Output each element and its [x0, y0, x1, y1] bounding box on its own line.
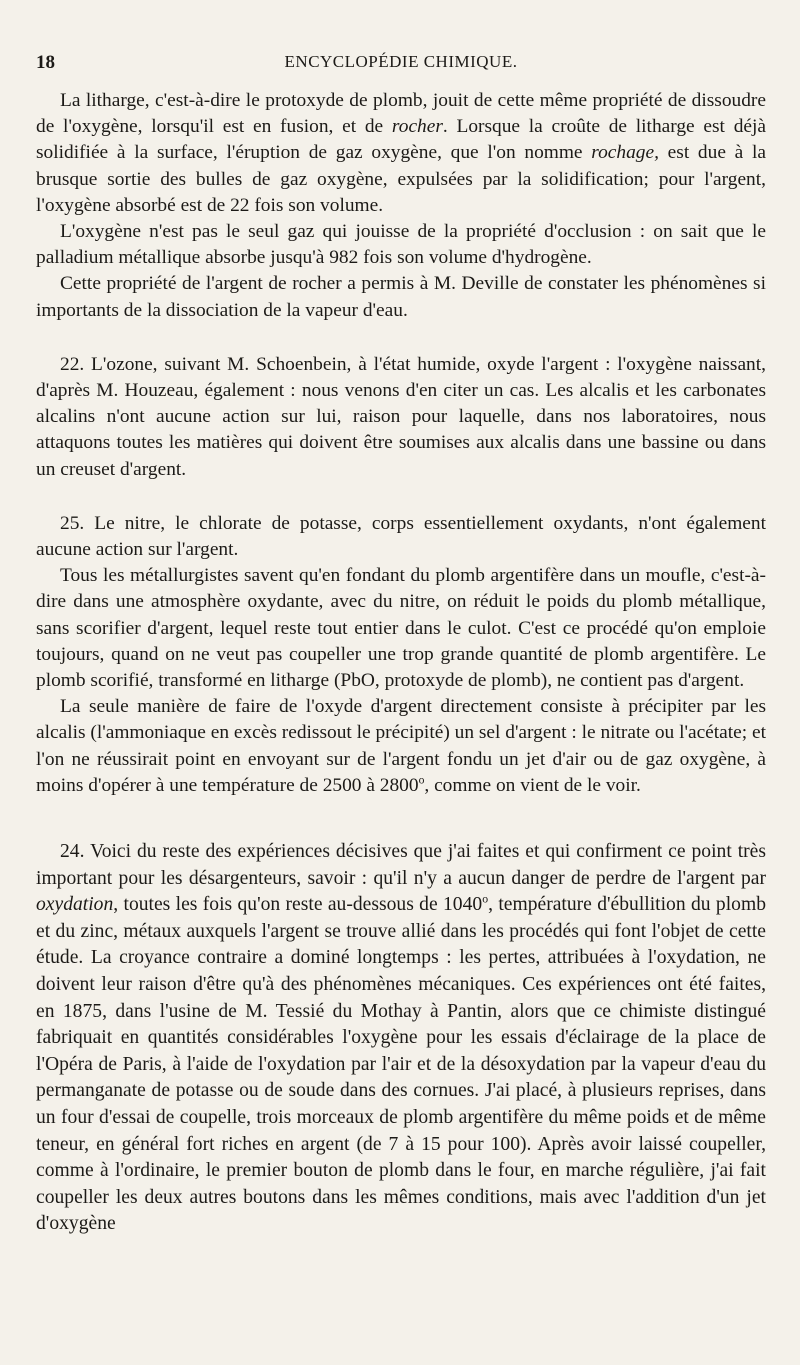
paragraph-24 — [36, 839, 766, 1238]
page-header — [36, 52, 766, 78]
text-run: , toutes les fois qu'on reste au-dessous de 1040 — [113, 894, 483, 916]
degree-mark: o — [482, 892, 489, 906]
text-run: . Lorsque la croûte de litharge est déjà solidifiée à la surface, l'éruption de gaz oxygène, que l'on nomme — [36, 116, 766, 164]
italic-term: oxydation — [36, 894, 114, 916]
paragraph-occlusion: L'oxygène n'est pas le seul gaz qui jouisse de la propriété d'occlusion : on sait que le palladium métallique absorbe jusqu'à 982 fois son volume d'hydrogène. — [36, 221, 766, 269]
text-run: est due à la brusque sortie des bulles de gaz oxygène, expulsées par la solidification; pour l'argent, l'oxygène absorbé est de 22 fois son volume. — [36, 142, 766, 216]
text-run: La litharge, c'est-à-dire le protoxyde de plomb, jouit de cette même propriété de dissoudre de l'oxygène, lorsqu'il est en fusion, et de — [36, 90, 766, 138]
paragraph-23: 25. Le nitre, le chlorate de potasse, corps essentiellement oxydants, n'ont également aucune action sur l'argent. — [36, 512, 766, 561]
degree-mark: o — [418, 773, 425, 787]
page-number: 18 — [36, 52, 55, 73]
text-run: , comme on vient de le voir. — [424, 774, 641, 796]
body-text — [36, 88, 766, 1238]
italic-term: rocher — [391, 116, 443, 138]
paragraph-deville: Cette propriété de l'argent de rocher a permis à M. Deville de constater les phénomènes si importants de la dissociation de la vapeur d'eau. — [36, 273, 766, 321]
paragraph-23-metallurgists: Tous les métallurgistes savent qu'en fondant du plomb argentifère dans un moufle, c'est-à-dire dans une atmosphère oxydante, avec du nitre, on réduit le poids du plomb métallique, sans scorifier d'argent, lequel reste tout entier dans le culot. C'est ce procédé qu'on emploie toujours, quand on ne veut pas coupeller une trop grande quantité de plomb argentifère. Le plomb scorifié, transformé en litharge (PbO, protoxyde de plomb), ne contient pas d'argent. — [36, 565, 766, 692]
italic-term: rochage, — [591, 142, 659, 164]
paragraph-23-oxide — [36, 694, 766, 799]
paragraph-litharge — [36, 88, 766, 219]
text-run: 24. Voici du reste des expériences décisives que j'ai faites et qui confirment ce point très important pour les désargenteurs, savoir : qu'il n'y a aucun danger de perdre de l'argent par — [36, 841, 766, 889]
running-title: ENCYCLOPÉDIE CHIMIQUE. — [284, 52, 518, 71]
text-run: La seule manière de faire de l'oxyde d'argent directement consiste à précipiter par les alcalis (l'ammoniaque en excès redissout le précipité) un sel d'argent : le nitrate ou l'acétate; et l'on ne réussirait point en envoyant sur de l'argent fondu un jet d'air ou de gaz oxygène, à moins d'opérer à une température de 2500 à 2800 — [36, 696, 766, 796]
text-run: , température d'ébullition du plomb et du zinc, métaux auxquels l'argent se trouve allié dans les procédés qui font l'objet de cette étude. La croyance contraire a dominé longtemps : les pertes, attribuées à l'oxydation, ne doivent leur raison d'être qu'à des phénomènes mécaniques. Ces expériences ont été faites, en 1875, dans l'usine de M. Tessié du Mothay à Pantin, alors que ce chimiste distingué fabriquait en quantités considérables l'oxygène pour les essais d'éclairage de la place de l'Opéra de Paris, à l'aide de l'oxydation par l'air et de la désoxydation par la vapeur d'eau du permanganate de potasse ou de soude dans des cornues. J'ai placé, à plusieurs reprises, dans un four d'essai de coupelle, trois morceaux de plomb argentifère du même poids et de même teneur, en général fort riches en argent (de 7 à 15 pour 100). Après avoir laissé coupeller, comme à l'ordinaire, le premier bouton de plomb dans le four, en marche régulière, j'ai fait coupeller les deux autres boutons dans les mêmes conditions, mais avec l'addition d'un jet d'oxygène — [36, 894, 766, 1235]
paragraph-22: 22. L'ozone, suivant M. Schoenbein, à l'état humide, oxyde l'argent : l'oxygène naissant, d'après M. Houzeau, également : nous venons d'en citer un cas. Les alcalis et les carbonates alcalins n'ont aucune action sur lui, raison pour laquelle, dans nos laboratoires, nous attaquons toutes les matières qui doivent être soumises aux alcalis dans une bassine ou dans un creuset d'argent. — [36, 353, 766, 480]
